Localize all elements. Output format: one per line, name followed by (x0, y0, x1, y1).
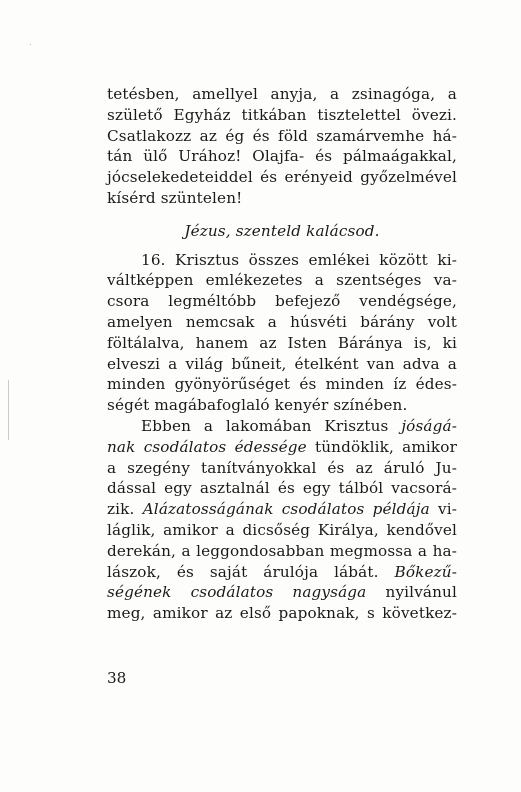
text-line (107, 582, 457, 603)
text-line (107, 437, 457, 458)
text-line: meg, amikor az első papoknak, s következ- (107, 604, 457, 623)
emphasis-run: Bőkezű- (394, 562, 457, 581)
page-number: 38 (107, 669, 127, 687)
text-line: a szegény tanítványokkal és az áruló Ju- (107, 458, 457, 477)
margin-line-mark (8, 380, 9, 440)
text-line: derekán, a leggondosabban megmossa a ha- (107, 541, 457, 560)
text-run: vi- (437, 500, 457, 519)
emphasis-run: jóságá- (401, 416, 457, 435)
text-line: Csatlakozz az ég és föld szamárvemhe há- (107, 126, 457, 145)
text-line (107, 499, 457, 520)
text-line: tán ülő Urához! Olajfa- és pálmaágakkal, (107, 147, 457, 166)
text-line: tetésben, amellyel anyja, a zsinagóga, a (107, 85, 457, 103)
text-line: minden gyönyörűséget és minden íz édes- (107, 375, 457, 394)
text-line: föltálalva, hanem az Isten Báránya is, ki (107, 333, 457, 352)
text-line: ségét magábafoglaló kenyér színében. (107, 396, 408, 415)
text-line: csora legméltóbb befejező vendégsége, (107, 292, 457, 311)
text-line (107, 562, 457, 583)
speck-mark (30, 44, 31, 45)
text-run: tündöklik, amikor (314, 437, 457, 456)
text-run: zik. (107, 500, 135, 519)
emphasis-run: ségének csodálatos nagysága (107, 583, 367, 602)
body-text (107, 84, 457, 624)
text-line: amelyen nemcsak a húsvéti bárány volt (107, 312, 457, 331)
text-line: 16. Krisztus összes emlékei között ki- (141, 250, 457, 269)
text-line: jócselekedeteiddel és erényeid győzelmével (107, 168, 457, 187)
section-heading: Jézus, szenteld kalácsod. (184, 221, 380, 240)
text-run: Ebben a lakomában Krisztus (141, 416, 389, 435)
text-run: nyilvánul (385, 583, 457, 602)
text-line: kísérd szüntelen! (107, 188, 243, 207)
emphasis-run: nak csodálatos édessége (107, 437, 307, 456)
text-run: lászok, és saját árulója lábát. (107, 562, 379, 581)
text-line: dással egy asztalnál és egy tálból vacsorá- (107, 479, 457, 498)
text-line: elveszi a világ bűneit, ételként van adva a (107, 354, 457, 373)
text-line: váltképpen emlékezetes a szentséges va- (107, 271, 457, 290)
text-line: születő Egyház titkában tisztelettel övezi. (107, 105, 457, 124)
text-line (107, 416, 457, 437)
text-line: láglik, amikor a dicsőség Királya, kendővel (107, 520, 457, 539)
emphasis-run: Alázatosságának csodálatos példája (142, 500, 430, 519)
